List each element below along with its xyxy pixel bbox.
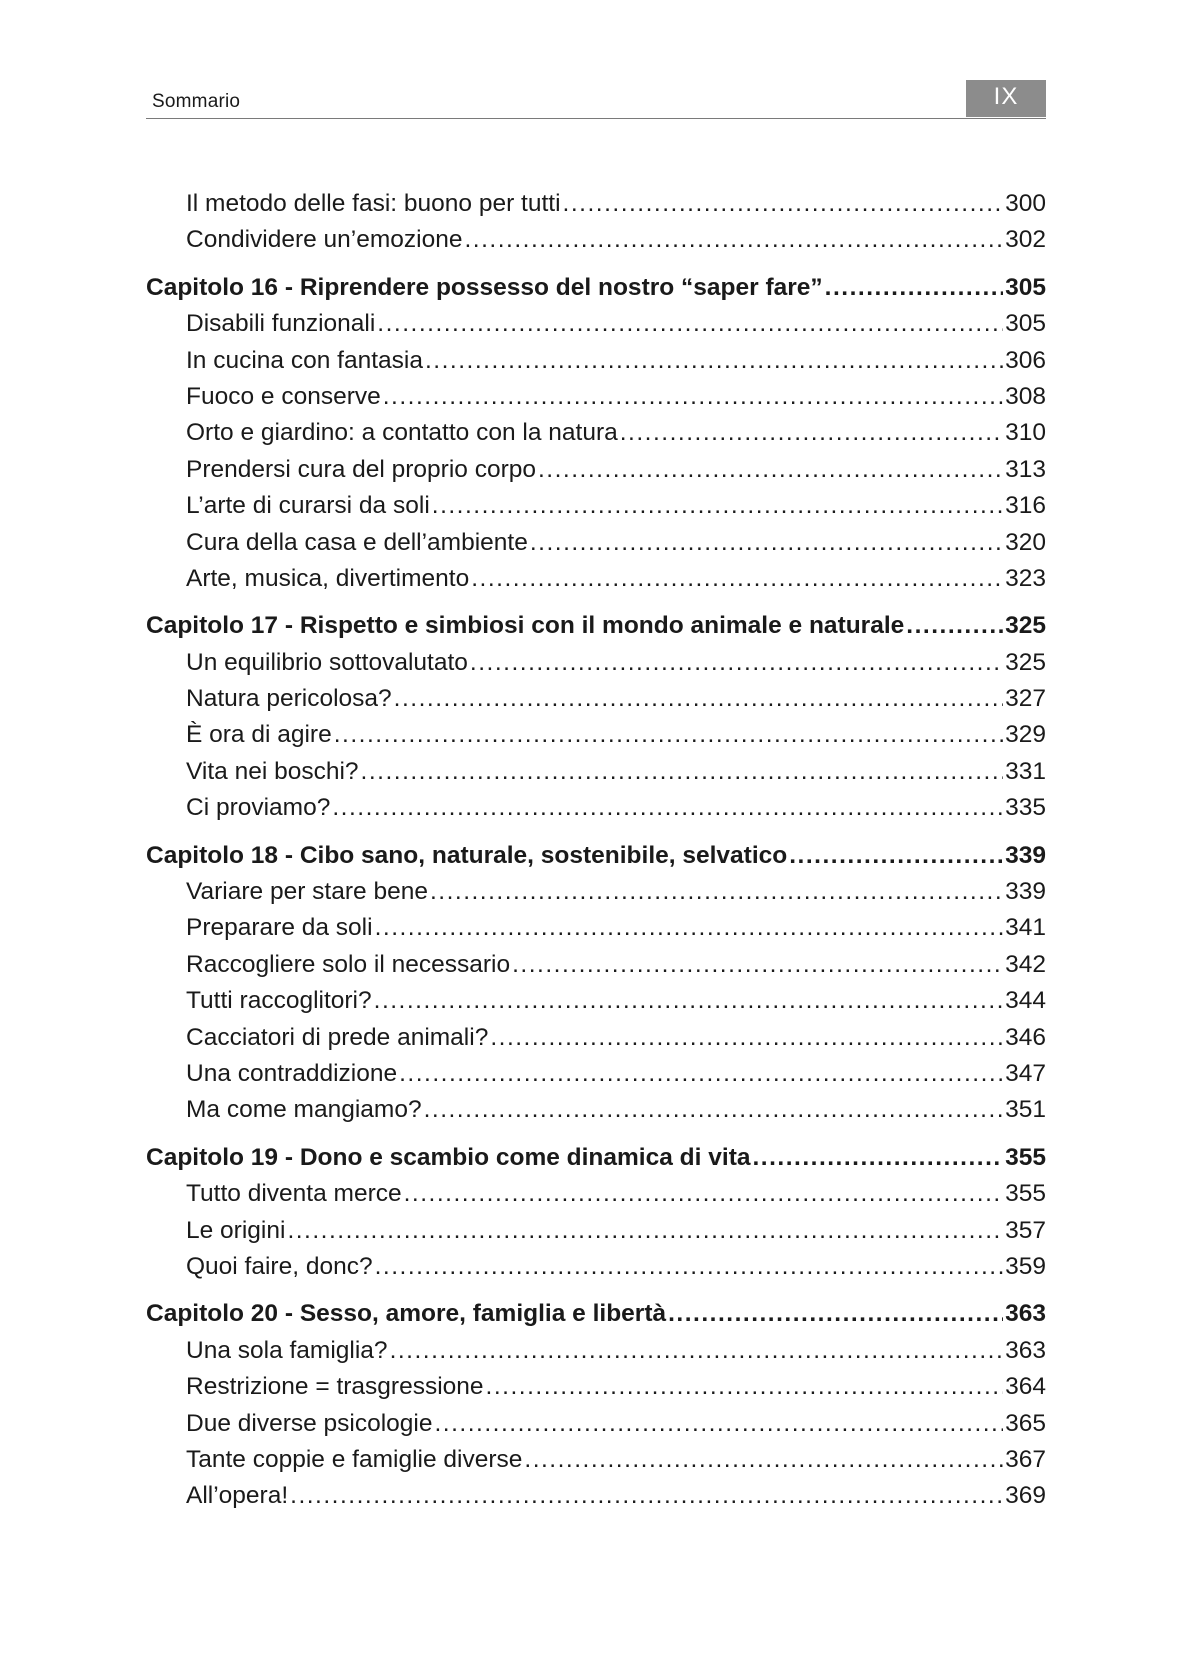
page-reference: 351	[1005, 1096, 1046, 1124]
section-title: Le origini	[186, 1216, 286, 1244]
section-title: Disabili funzionali	[186, 310, 376, 338]
page-reference: 342	[1005, 950, 1046, 978]
dot-leader	[563, 186, 1004, 222]
page-reference: 302	[1005, 226, 1046, 254]
page-reference: 363	[1005, 1336, 1046, 1364]
dot-leader	[425, 343, 1003, 379]
section-title: Condividere un’emozione	[186, 226, 463, 254]
page-reference: 335	[1005, 794, 1046, 822]
toc-section-entry	[146, 947, 1046, 983]
page-reference: 310	[1005, 419, 1046, 447]
dot-leader	[435, 1406, 1004, 1442]
dot-leader	[668, 1296, 1003, 1332]
dot-leader	[361, 754, 1004, 790]
page-reference: 325	[1005, 612, 1046, 640]
chapter-title: Capitolo 19 - Dono e scambio come dinamica di vita	[146, 1143, 751, 1171]
toc-chapter-entry	[146, 1296, 1046, 1332]
page-header	[146, 80, 1046, 119]
section-title: Ma come mangiamo?	[186, 1096, 422, 1124]
page-reference: 331	[1005, 757, 1046, 785]
chapter-title: Capitolo 16 - Riprendere possesso del nostro “saper fare”	[146, 273, 823, 301]
dot-leader	[825, 270, 1003, 306]
dot-leader	[524, 1442, 1003, 1478]
page-number: IX	[993, 83, 1019, 110]
section-title: Fuoco e conserve	[186, 382, 381, 410]
dot-leader	[538, 452, 1003, 488]
section-title: Quoi faire, donc?	[186, 1252, 373, 1280]
dot-leader	[620, 415, 1003, 451]
page-reference: 365	[1005, 1409, 1046, 1437]
section-title: È ora di agire	[186, 721, 332, 749]
page-reference: 305	[1005, 310, 1046, 338]
chapter-title: Capitolo 20 - Sesso, amore, famiglia e libertà	[146, 1300, 667, 1328]
page-reference: 355	[1005, 1143, 1046, 1171]
section-title: Arte, musica, divertimento	[186, 564, 470, 592]
toc-section-entry	[146, 1020, 1046, 1056]
toc-section-entry	[146, 343, 1046, 379]
page-reference: 341	[1005, 914, 1046, 942]
section-title: Cura della casa e dell’ambiente	[186, 528, 528, 556]
section-title: Variare per stare bene	[186, 878, 428, 906]
toc-section-entry	[146, 1249, 1046, 1285]
toc-section-entry	[146, 1442, 1046, 1478]
dot-leader	[430, 874, 1003, 910]
toc-section-entry	[146, 1213, 1046, 1249]
toc-section-entry	[146, 1478, 1046, 1514]
section-title: Cacciatori di prede animali?	[186, 1023, 489, 1051]
section-title: Prendersi cura del proprio corpo	[186, 455, 536, 483]
section-title: All’opera!	[186, 1482, 289, 1510]
dot-leader	[332, 790, 1003, 826]
section-title: Vita nei boschi?	[186, 757, 359, 785]
dot-leader	[470, 645, 1003, 681]
toc-chapter-entry	[146, 1140, 1046, 1176]
page-reference: 329	[1005, 721, 1046, 749]
toc-section-entry	[146, 488, 1046, 524]
page-number-box	[966, 80, 1046, 117]
toc-section-entry	[146, 983, 1046, 1019]
table-of-contents	[146, 186, 1046, 1515]
section-title: Una contraddizione	[186, 1059, 398, 1087]
page-reference: 367	[1005, 1445, 1046, 1473]
dot-leader	[374, 983, 1003, 1019]
page-reference: 323	[1005, 564, 1046, 592]
section-title: Tante coppie e famiglie diverse	[186, 1445, 523, 1473]
dot-leader	[404, 1176, 1004, 1212]
dot-leader	[486, 1369, 1004, 1405]
dot-leader	[906, 608, 1003, 644]
page-reference: 355	[1005, 1180, 1046, 1208]
page-reference: 339	[1005, 841, 1046, 869]
toc-section-entry	[146, 525, 1046, 561]
dot-leader	[394, 681, 1003, 717]
toc-section-entry	[146, 186, 1046, 222]
toc-chapter-entry	[146, 838, 1046, 874]
toc-section-entry	[146, 1406, 1046, 1442]
dot-leader	[287, 1213, 1003, 1249]
dot-leader	[490, 1020, 1003, 1056]
page-reference: 339	[1005, 878, 1046, 906]
toc-section-entry	[146, 379, 1046, 415]
toc-section-entry	[146, 874, 1046, 910]
section-title: Raccogliere solo il necessario	[186, 950, 511, 978]
section-title: Una sola famiglia?	[186, 1336, 388, 1364]
page-reference: 346	[1005, 1023, 1046, 1051]
toc-section-entry	[146, 561, 1046, 597]
toc-section-entry	[146, 1369, 1046, 1405]
page-reference: 320	[1005, 528, 1046, 556]
chapter-title: Capitolo 18 - Cibo sano, naturale, sostenibile, selvatico	[146, 841, 788, 869]
section-title: Tutto diventa merce	[186, 1180, 402, 1208]
section-title: In cucina con fantasia	[186, 346, 423, 374]
section-title: Tutti raccoglitori?	[186, 987, 372, 1015]
section-title: Il metodo delle fasi: buono per tutti	[186, 190, 561, 217]
page-reference: 313	[1005, 455, 1046, 483]
page-reference: 308	[1005, 382, 1046, 410]
toc-chapter-entry	[146, 608, 1046, 644]
dot-leader	[383, 379, 1003, 415]
chapter-title: Capitolo 17 - Rispetto e simbiosi con il mondo animale e naturale	[146, 612, 905, 640]
toc-section-entry	[146, 1056, 1046, 1092]
toc-chapter-entry	[146, 270, 1046, 306]
dot-leader	[399, 1056, 1003, 1092]
page-reference: 363	[1005, 1300, 1046, 1328]
page-reference: 305	[1005, 273, 1046, 301]
dot-leader	[471, 561, 1003, 597]
page-reference: 369	[1005, 1482, 1046, 1510]
page-reference: 316	[1005, 492, 1046, 520]
dot-leader	[752, 1140, 1003, 1176]
toc-section-entry	[146, 790, 1046, 826]
dot-leader	[464, 222, 1003, 258]
section-title: Restrizione = trasgressione	[186, 1373, 484, 1401]
toc-section-entry	[146, 415, 1046, 451]
section-title: L’arte di curarsi da soli	[186, 492, 430, 520]
toc-section-entry	[146, 1176, 1046, 1212]
toc-section-entry	[146, 452, 1046, 488]
section-title: Preparare da soli	[186, 914, 373, 942]
page-reference: 306	[1005, 346, 1046, 374]
section-title: Un equilibrio sottovalutato	[186, 648, 468, 676]
toc-section-entry	[146, 1333, 1046, 1369]
toc-section-entry	[146, 910, 1046, 946]
section-title: Natura pericolosa?	[186, 685, 392, 713]
page-reference: 347	[1005, 1059, 1046, 1087]
dot-leader	[390, 1333, 1004, 1369]
section-title: Ci proviamo?	[186, 794, 331, 822]
page-reference: 359	[1005, 1252, 1046, 1280]
toc-section-entry	[146, 645, 1046, 681]
page-reference: 364	[1005, 1373, 1046, 1401]
page-reference: 344	[1005, 987, 1046, 1015]
section-title: Orto e giardino: a contatto con la natura	[186, 419, 618, 447]
dot-leader	[375, 910, 1004, 946]
section-title: Due diverse psicologie	[186, 1409, 433, 1437]
dot-leader	[375, 1249, 1004, 1285]
dot-leader	[424, 1092, 1004, 1128]
running-head: Sommario	[152, 91, 241, 112]
toc-section-entry	[146, 754, 1046, 790]
toc-section-entry	[146, 681, 1046, 717]
page-reference: 357	[1005, 1216, 1046, 1244]
page-reference: 300	[1005, 190, 1046, 217]
toc-section-entry	[146, 1092, 1046, 1128]
dot-leader	[512, 947, 1003, 983]
toc-section-entry	[146, 222, 1046, 258]
dot-leader	[432, 488, 1003, 524]
dot-leader	[290, 1478, 1003, 1514]
toc-section-entry	[146, 306, 1046, 342]
dot-leader	[789, 838, 1003, 874]
dot-leader	[377, 306, 1003, 342]
dot-leader	[530, 525, 1003, 561]
page-reference: 325	[1005, 648, 1046, 676]
toc-section-entry	[146, 717, 1046, 753]
dot-leader	[334, 717, 1003, 753]
page-reference: 327	[1005, 685, 1046, 713]
